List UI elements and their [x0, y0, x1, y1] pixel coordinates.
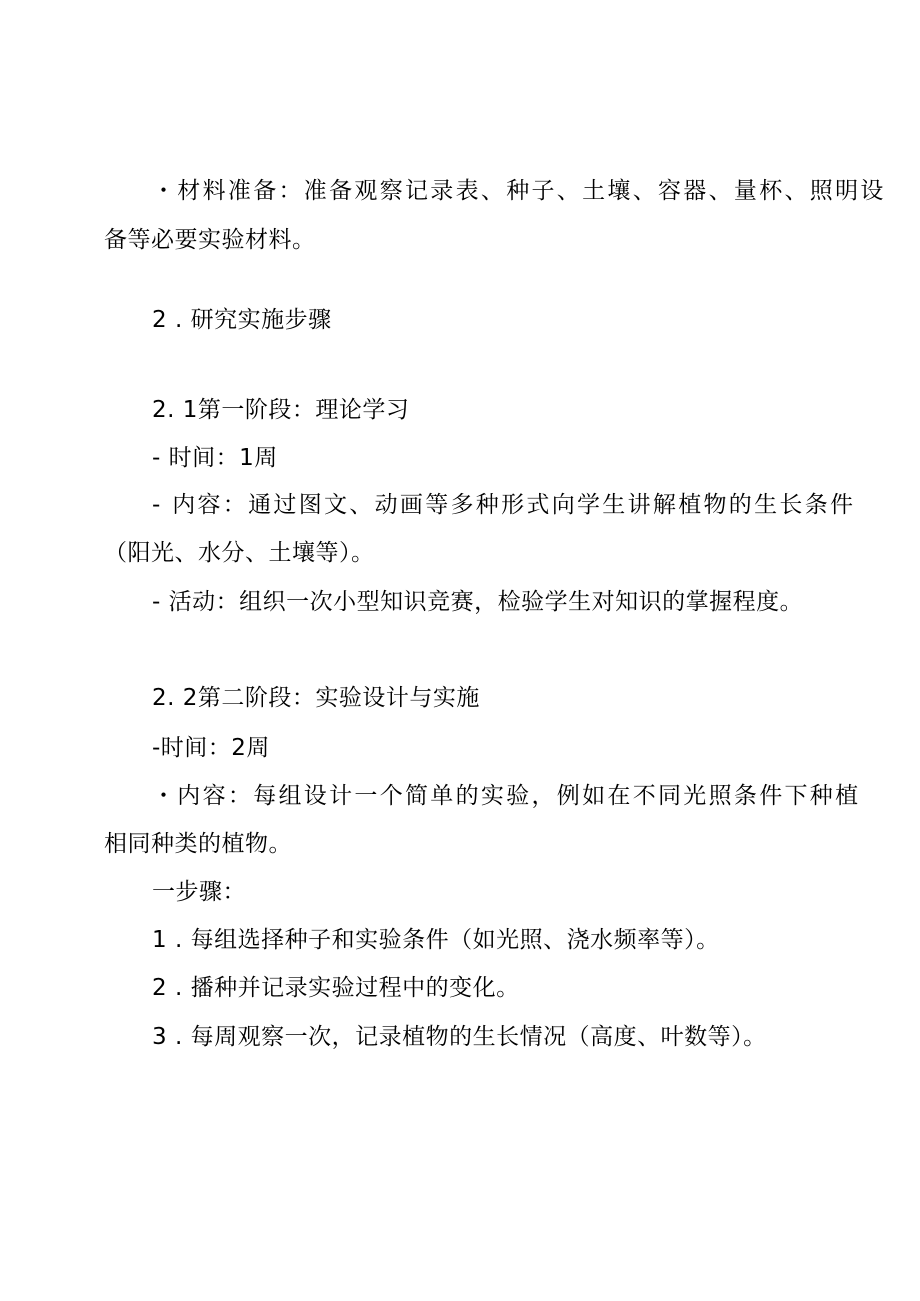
phase-1-time: - 时间：1周 [152, 445, 278, 471]
phase-2-step-item: 2 . 播种并记录实验过程中的变化。 [152, 975, 520, 1001]
phase-2-content-line-2: 相同种类的植物。 [104, 831, 292, 857]
phase-1-activity: - 活动：组织一次小型知识竞赛，检验学生对知识的掌握程度。 [152, 589, 804, 615]
phase-2-step-item: 1 . 每组选择种子和实验条件（如光照、浇水频率等）。 [152, 927, 720, 953]
materials-line-1: ・材料准备：准备观察记录表、种子、土壤、容器、量杯、照明设 [152, 178, 886, 204]
phase-1-title: 2. 1第一阶段：理论学习 [152, 397, 410, 423]
section-2-title: 2 . 研究实施步骤 [152, 307, 332, 333]
phase-1-content-line-1: - 内容：通过图文、动画等多种形式向学生讲解植物的生长条件 [152, 492, 856, 518]
phase-2-title: 2. 2第二阶段：实验设计与实施 [152, 685, 480, 711]
materials-line-2: 备等必要实验材料。 [104, 227, 316, 253]
phase-2-time: -时间：2周 [152, 735, 270, 761]
phase-2-content-line-1: ・内容：每组设计一个简单的实验，例如在不同光照条件下种植 [152, 783, 861, 809]
phase-1-content-line-2: （阳光、水分、土壤等）。 [104, 540, 375, 566]
phase-2-step-item: 3 . 每周观察一次，记录植物的生长情况（高度、叶数等）。 [152, 1024, 767, 1050]
phase-2-steps-label: 一步骤： [152, 879, 246, 905]
